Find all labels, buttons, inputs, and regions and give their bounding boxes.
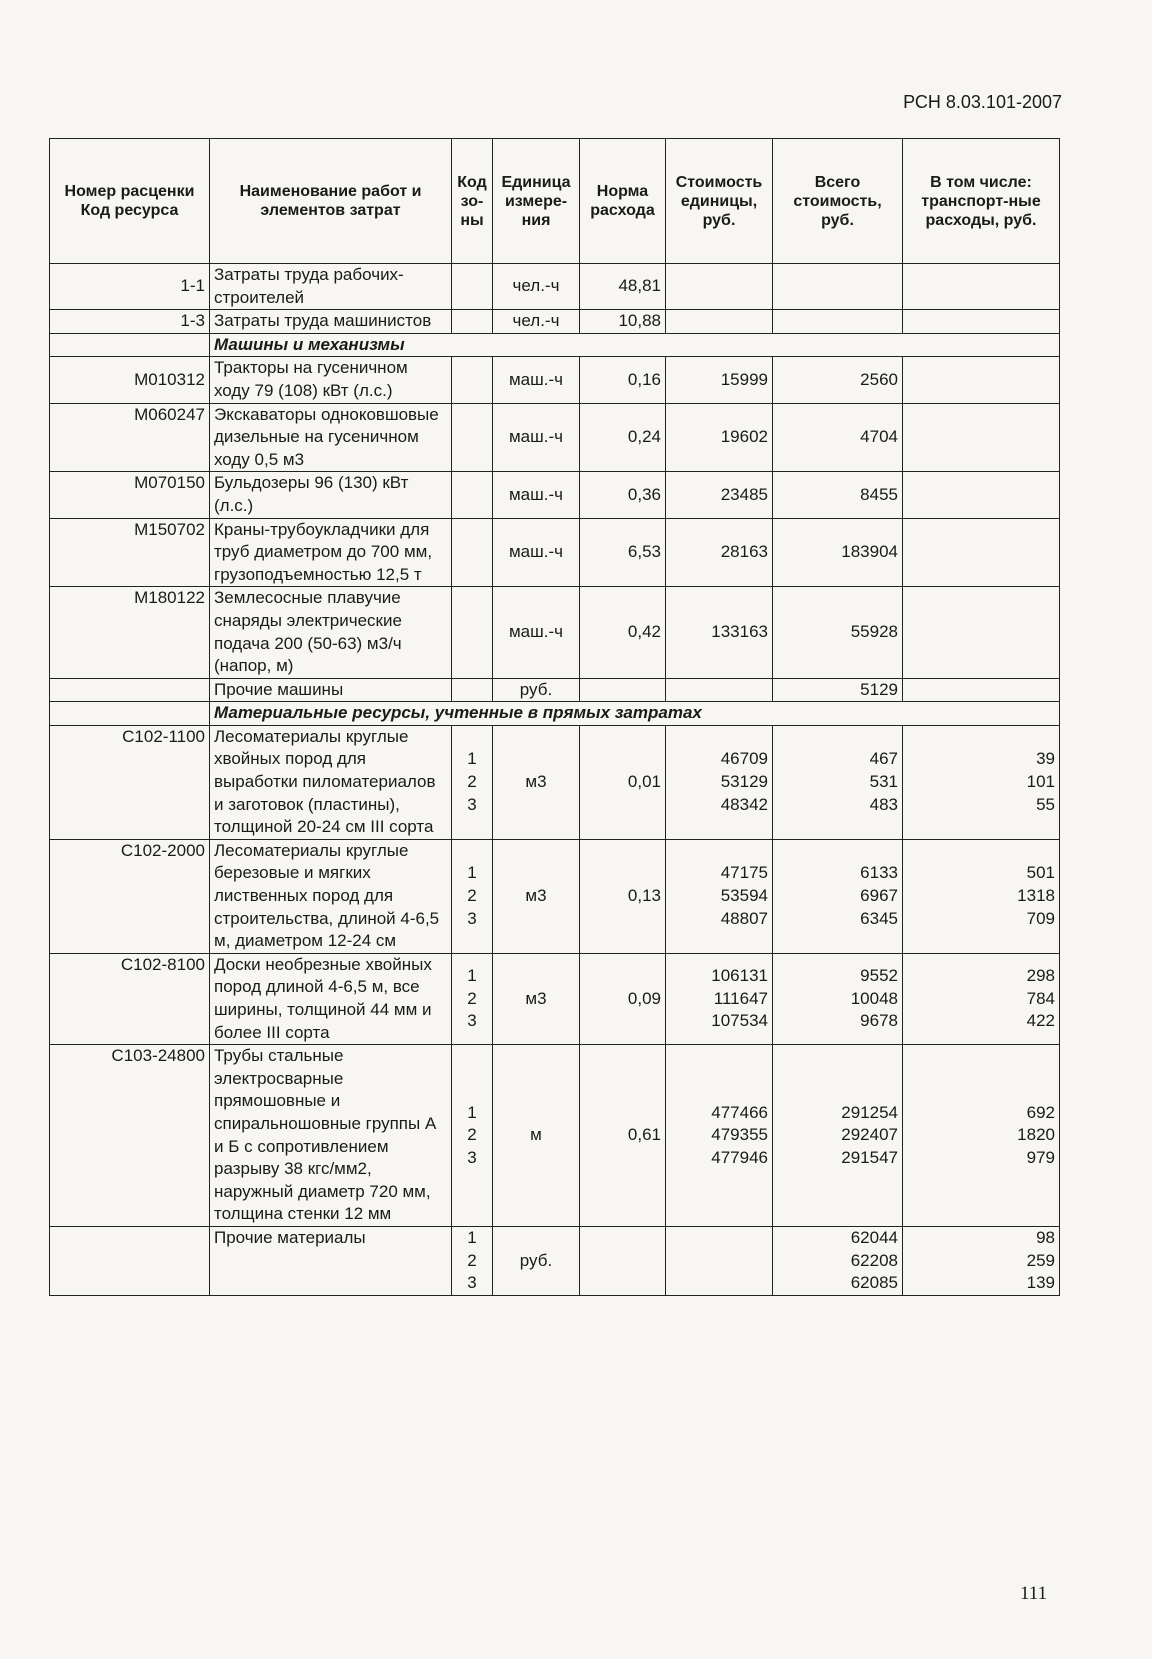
stacked-value: 101 xyxy=(1026,772,1055,792)
row-norm: 10,88 xyxy=(580,310,666,334)
row-unit-costs xyxy=(666,839,773,953)
stacked-value: 467 xyxy=(869,749,898,769)
stacked-value: 1 xyxy=(467,863,477,883)
row-norm: 0,01 xyxy=(580,725,666,839)
table-row xyxy=(50,1226,1060,1295)
stacked-value: 2 xyxy=(467,988,477,1008)
row-name: Краны-трубоукладчики для труб диаметром до 700 мм, грузоподъемностью 12,5 т xyxy=(210,518,452,587)
stacked-value: 2 xyxy=(467,772,477,792)
stacked-value: 692 xyxy=(1026,1102,1055,1122)
stacked-value: 2 xyxy=(467,1250,477,1270)
row-unit: м3 xyxy=(493,839,580,953)
row-unit-costs xyxy=(666,1045,773,1227)
stacked-value: 9552 xyxy=(860,966,898,986)
row-norm: 0,13 xyxy=(580,839,666,953)
col-header-norm: Норма расхода xyxy=(580,139,666,264)
row-code: М150702 xyxy=(50,518,210,587)
row-transport xyxy=(903,1226,1060,1295)
page-number: 111 xyxy=(1020,1583,1048,1604)
row-unit: маш.-ч xyxy=(493,587,580,678)
table-row xyxy=(50,518,1060,587)
table-row xyxy=(50,357,1060,403)
row-transport xyxy=(903,953,1060,1044)
row-totals xyxy=(773,839,903,953)
document-code: РСН 8.03.101-2007 xyxy=(903,92,1062,112)
row-code: М010312 xyxy=(50,357,210,403)
stacked-value: 501 xyxy=(1026,863,1055,883)
row-unit: маш.-ч xyxy=(493,518,580,587)
row-unit-cost: 19602 xyxy=(666,403,773,472)
stacked-value: 2 xyxy=(467,886,477,906)
row-zones xyxy=(452,725,493,839)
stacked-value: 477466 xyxy=(711,1102,768,1122)
stacked-value: 53129 xyxy=(720,772,768,792)
row-code: С102-2000 xyxy=(50,839,210,953)
row-name: Доски необрезные хвойных пород длиной 4-6,5 м, все ширины, толщиной 44 мм и более III сорта xyxy=(210,953,452,1044)
row-code: С103-24800 xyxy=(50,1045,210,1227)
row-norm: 48,81 xyxy=(580,264,666,310)
row-unit-costs xyxy=(666,725,773,839)
row-name: Прочие машины xyxy=(210,678,452,702)
row-totals xyxy=(773,953,903,1044)
stacked-value: 979 xyxy=(1026,1147,1055,1167)
row-total: 5129 xyxy=(773,678,903,702)
table-row xyxy=(50,725,1060,839)
stacked-value: 422 xyxy=(1026,1011,1055,1031)
row-norm: 0,09 xyxy=(580,953,666,1044)
row-zones xyxy=(452,1045,493,1227)
stacked-value: 6133 xyxy=(860,863,898,883)
stacked-value: 291547 xyxy=(841,1147,898,1167)
row-code: М060247 xyxy=(50,403,210,472)
stacked-value: 98 xyxy=(1036,1227,1055,1247)
row-name: Прочие материалы xyxy=(210,1226,452,1295)
row-unit: чел.-ч xyxy=(493,264,580,310)
row-name: Экскаваторы одноковшовые дизельные на гусеничном ходу 0,5 м3 xyxy=(210,403,452,472)
row-zones xyxy=(452,839,493,953)
section-row xyxy=(50,702,1060,726)
row-transport xyxy=(903,1045,1060,1227)
row-norm: 0,61 xyxy=(580,1045,666,1227)
table-row xyxy=(50,1045,1060,1227)
col-header-unit: Единица измере-ния xyxy=(493,139,580,264)
row-name: Лесоматериалы круглые березовые и мягких лиственных пород для строительства, длиной 4-6,5 м, диаметром 12-24 см xyxy=(210,839,452,953)
row-unit-cost: 133163 xyxy=(666,587,773,678)
stacked-value: 9678 xyxy=(860,1011,898,1031)
row-name: Затраты труда рабочих-строителей xyxy=(210,264,452,310)
section-title-machines: Машины и механизмы xyxy=(210,333,1060,357)
stacked-value: 784 xyxy=(1026,988,1055,1008)
stacked-value: 3 xyxy=(467,794,477,814)
section-row xyxy=(50,333,1060,357)
stacked-value: 47175 xyxy=(720,863,768,883)
row-total: 183904 xyxy=(773,518,903,587)
row-name: Лесоматериалы круглые хвойных пород для выработки пиломатериалов и заготовок (пластины), толщиной 20-24 см III сорта xyxy=(210,725,452,839)
table-row xyxy=(50,472,1060,518)
row-unit: чел.-ч xyxy=(493,310,580,334)
stacked-value: 1820 xyxy=(1017,1125,1055,1145)
row-unit: руб. xyxy=(493,678,580,702)
row-total: 55928 xyxy=(773,587,903,678)
stacked-value: 291254 xyxy=(841,1102,898,1122)
stacked-value: 3 xyxy=(467,1147,477,1167)
col-header-code: Номер расценки Код ресурса xyxy=(50,139,210,264)
col-header-transport: В том числе: транспорт-ные расходы, руб. xyxy=(903,139,1060,264)
stacked-value: 3 xyxy=(467,1273,477,1293)
col-header-unit-cost: Стоимость единицы, руб. xyxy=(666,139,773,264)
stacked-value: 1318 xyxy=(1017,886,1055,906)
row-totals xyxy=(773,725,903,839)
stacked-value: 298 xyxy=(1026,966,1055,986)
stacked-value: 10048 xyxy=(850,988,898,1008)
stacked-value: 1 xyxy=(467,966,477,986)
stacked-value: 46709 xyxy=(720,749,768,769)
stacked-value: 477946 xyxy=(711,1147,768,1167)
table-row xyxy=(50,403,1060,472)
row-name: Тракторы на гусеничном ходу 79 (108) кВт (л.с.) xyxy=(210,357,452,403)
stacked-value: 107534 xyxy=(711,1011,768,1031)
stacked-value: 55 xyxy=(1036,794,1055,814)
stacked-value: 292407 xyxy=(841,1125,898,1145)
table-row xyxy=(50,310,1060,334)
stacked-value: 111647 xyxy=(713,988,768,1008)
row-norm: 6,53 xyxy=(580,518,666,587)
row-unit: м xyxy=(493,1045,580,1227)
table-row xyxy=(50,839,1060,953)
stacked-value: 48342 xyxy=(720,794,768,814)
table-row xyxy=(50,678,1060,702)
row-total: 2560 xyxy=(773,357,903,403)
stacked-value: 106131 xyxy=(711,966,768,986)
row-unit: м3 xyxy=(493,953,580,1044)
row-totals xyxy=(773,1226,903,1295)
stacked-value: 62044 xyxy=(850,1227,898,1247)
stacked-value: 39 xyxy=(1036,749,1055,769)
row-norm: 0,36 xyxy=(580,472,666,518)
stacked-value: 1 xyxy=(467,749,477,769)
row-name: Затраты труда машинистов xyxy=(210,310,452,334)
stacked-value: 483 xyxy=(869,794,898,814)
stacked-value: 6967 xyxy=(860,886,898,906)
row-total: 8455 xyxy=(773,472,903,518)
stacked-value: 531 xyxy=(869,772,898,792)
col-header-total: Всего стоимость, руб. xyxy=(773,139,903,264)
stacked-value: 48807 xyxy=(720,908,768,928)
row-code: М070150 xyxy=(50,472,210,518)
stacked-value: 709 xyxy=(1026,908,1055,928)
col-header-name: Наименование работ и элементов затрат xyxy=(210,139,452,264)
row-zones xyxy=(452,1226,493,1295)
row-code: С102-1100 xyxy=(50,725,210,839)
row-unit-cost: 23485 xyxy=(666,472,773,518)
row-unit-costs xyxy=(666,953,773,1044)
stacked-value: 2 xyxy=(467,1125,477,1145)
rates-table xyxy=(49,138,1060,1296)
row-unit-cost: 28163 xyxy=(666,518,773,587)
stacked-value: 62208 xyxy=(850,1250,898,1270)
row-norm: 0,24 xyxy=(580,403,666,472)
row-totals xyxy=(773,1045,903,1227)
row-norm: 0,42 xyxy=(580,587,666,678)
row-transport xyxy=(903,839,1060,953)
section-title-materials: Материальные ресурсы, учтенные в прямых затратах xyxy=(210,702,1060,726)
stacked-value: 3 xyxy=(467,1011,477,1031)
table-row xyxy=(50,264,1060,310)
stacked-value: 259 xyxy=(1026,1250,1055,1270)
row-code: С102-8100 xyxy=(50,953,210,1044)
row-unit: маш.-ч xyxy=(493,357,580,403)
row-transport xyxy=(903,725,1060,839)
row-zones xyxy=(452,953,493,1044)
col-header-zone: Код зо-ны xyxy=(452,139,493,264)
stacked-value: 1 xyxy=(467,1227,477,1247)
stacked-value: 62085 xyxy=(850,1273,898,1293)
row-name: Бульдозеры 96 (130) кВт (л.с.) xyxy=(210,472,452,518)
row-code: 1-3 xyxy=(50,310,210,334)
table-row xyxy=(50,587,1060,678)
row-unit: руб. xyxy=(493,1226,580,1295)
stacked-value: 1 xyxy=(467,1102,477,1122)
row-unit: м3 xyxy=(493,725,580,839)
row-norm: 0,16 xyxy=(580,357,666,403)
stacked-value: 479355 xyxy=(711,1125,768,1145)
row-unit: маш.-ч xyxy=(493,472,580,518)
header-row xyxy=(50,139,1060,264)
table-row xyxy=(50,953,1060,1044)
row-total: 4704 xyxy=(773,403,903,472)
row-name: Землесосные плавучие снаряды электрические подача 200 (50-63) м3/ч (напор, м) xyxy=(210,587,452,678)
row-unit-cost: 15999 xyxy=(666,357,773,403)
row-code: 1-1 xyxy=(50,264,210,310)
stacked-value: 3 xyxy=(467,908,477,928)
stacked-value: 139 xyxy=(1026,1273,1055,1293)
stacked-value: 6345 xyxy=(860,908,898,928)
row-name: Трубы стальные электросварные прямошовные и спиральношовные группы А и Б с сопротивлением разрыву 38 кгс/мм2, наружный диаметр 720 мм, толщина стенки 12 мм xyxy=(210,1045,452,1227)
stacked-value: 53594 xyxy=(720,886,768,906)
row-code: М180122 xyxy=(50,587,210,678)
row-unit: маш.-ч xyxy=(493,403,580,472)
